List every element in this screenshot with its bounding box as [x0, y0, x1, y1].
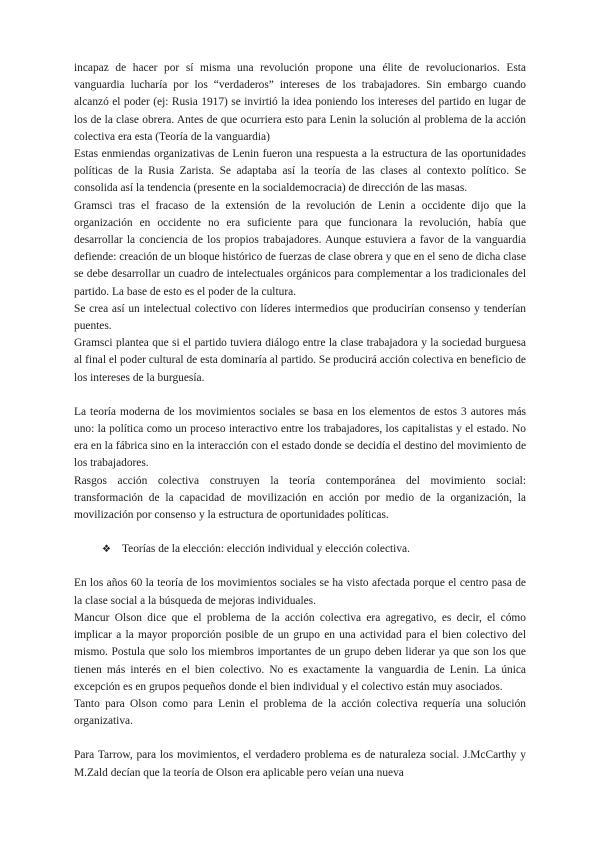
paragraph-enmiendas-lenin: Estas enmiendas organizativas de Lenin fueron una respuesta a la estructura de las oportunidades políticas de la Rusia Zarista. Se adaptaba así la teoría de las clases al contexto político. Se consolida así la tendencia (presente en la socialdemocracia) de dirección de las masas. [74, 148, 526, 195]
paragraph-mancur-olson: Mancur Olson dice que el problema de la acción colectiva era agregativo, es decir, el cómo implicar a la mayor proporción posible de un grupo en una actividad para el bien colectivo del mismo. Postula que solo los miembros importantes de un grupo deben liderar ya que son los que tienen más interés en el bien colectivo. No es exactamente la vanguardia de Lenin. La única excepción es en grupos pequeños donde el bien individual y el colectivo están muy asociados. [74, 611, 526, 693]
paragraph-anos-60: En los años 60 la teoría de los movimientos sociales se ha visto afectada porque el centro pasa de la clase social a la búsqueda de mejoras individuales. [74, 577, 526, 607]
paragraph-rasgos-accion: Rasgos acción colectiva construyen la teoría contemporánea del movimiento social: transformación de la capacidad de movilización en acción por medio de la organización, la movilización por consenso y la estructura de oportunidades políticas. [74, 474, 526, 522]
paragraph-gramsci-dialogo: Gramsci plantea que si el partido tuviera diálogo entre la clase trabajadora y la sociedad burguesa al final el poder cultural de esta dominaría al partido. Se producirá acción colectiva en beneficio de los intereses de la burguesía. [74, 337, 526, 384]
bullet-item [74, 541, 526, 558]
spacer [74, 730, 526, 747]
spacer [74, 558, 526, 575]
diamond-bullet-icon: ❖ [102, 544, 111, 556]
paragraph-vanguardia: incapaz de hacer por sí misma una revolución propone una élite de revolucionarios. Esta vanguardia lucharía por los “verdaderos” intereses de los trabajadores. Sin embargo cuando alcanzó el poder (ej: Rusia 1917) se invirtió la idea poniendo los intereses del partido en lugar de los de la clase obrera. Antes de que ocurriera esto para Lenin la solución al problema de la acción colectiva era esta (Teoría de la vanguardia) [74, 62, 526, 143]
paragraph-teoria-moderna: La teoría moderna de los movimientos sociales se basa en los elementos de estos 3 autores más uno: la política como un proceso interactivo entre los trabajadores, los capitalistas y el estado. No era en la fábrica sino en la interacción con el estado donde se decidía el destino del movimiento de los trabajadores. [74, 405, 526, 470]
paragraph-intelectual-colectivo: Se crea así un intelectual colectivo con líderes intermedios que producirían consenso y tenderían puentes. [74, 302, 526, 333]
spacer [74, 524, 526, 541]
paragraph-gramsci-occidente: Gramsci tras el fracaso de la extensión de la revolución de Lenin a occidente dijo que la organización en occidente no era suficiente para que funcionara la revolución, había que desarrollar la conciencia de los propios trabajadores. Aunque estuviera a favor de la vanguardia defiende: creación de un bloque histórico de fuerzas de clase obrera y que en el seno de dicha clase se debe desarrollar un cuadro de intelectuales orgánicos para complementar a los tradicionales del partido. La base de esto es el poder de la cultura. [74, 199, 526, 298]
spacer [74, 387, 526, 404]
bullet-text: Teorías de la elección: elección individual y elección colectiva. [122, 543, 410, 556]
paragraph-tarrow: Para Tarrow, para los movimientos, el verdadero problema es de naturaleza social. J.McCarthy y M.Zald decían que la teoría de Olson era aplicable pero veían una nueva [74, 749, 526, 779]
document-page [74, 60, 526, 782]
paragraph-olson-lenin: Tanto para Olson como para Lenin el problema de la acción colectiva requería una solución organizativa. [74, 697, 526, 728]
